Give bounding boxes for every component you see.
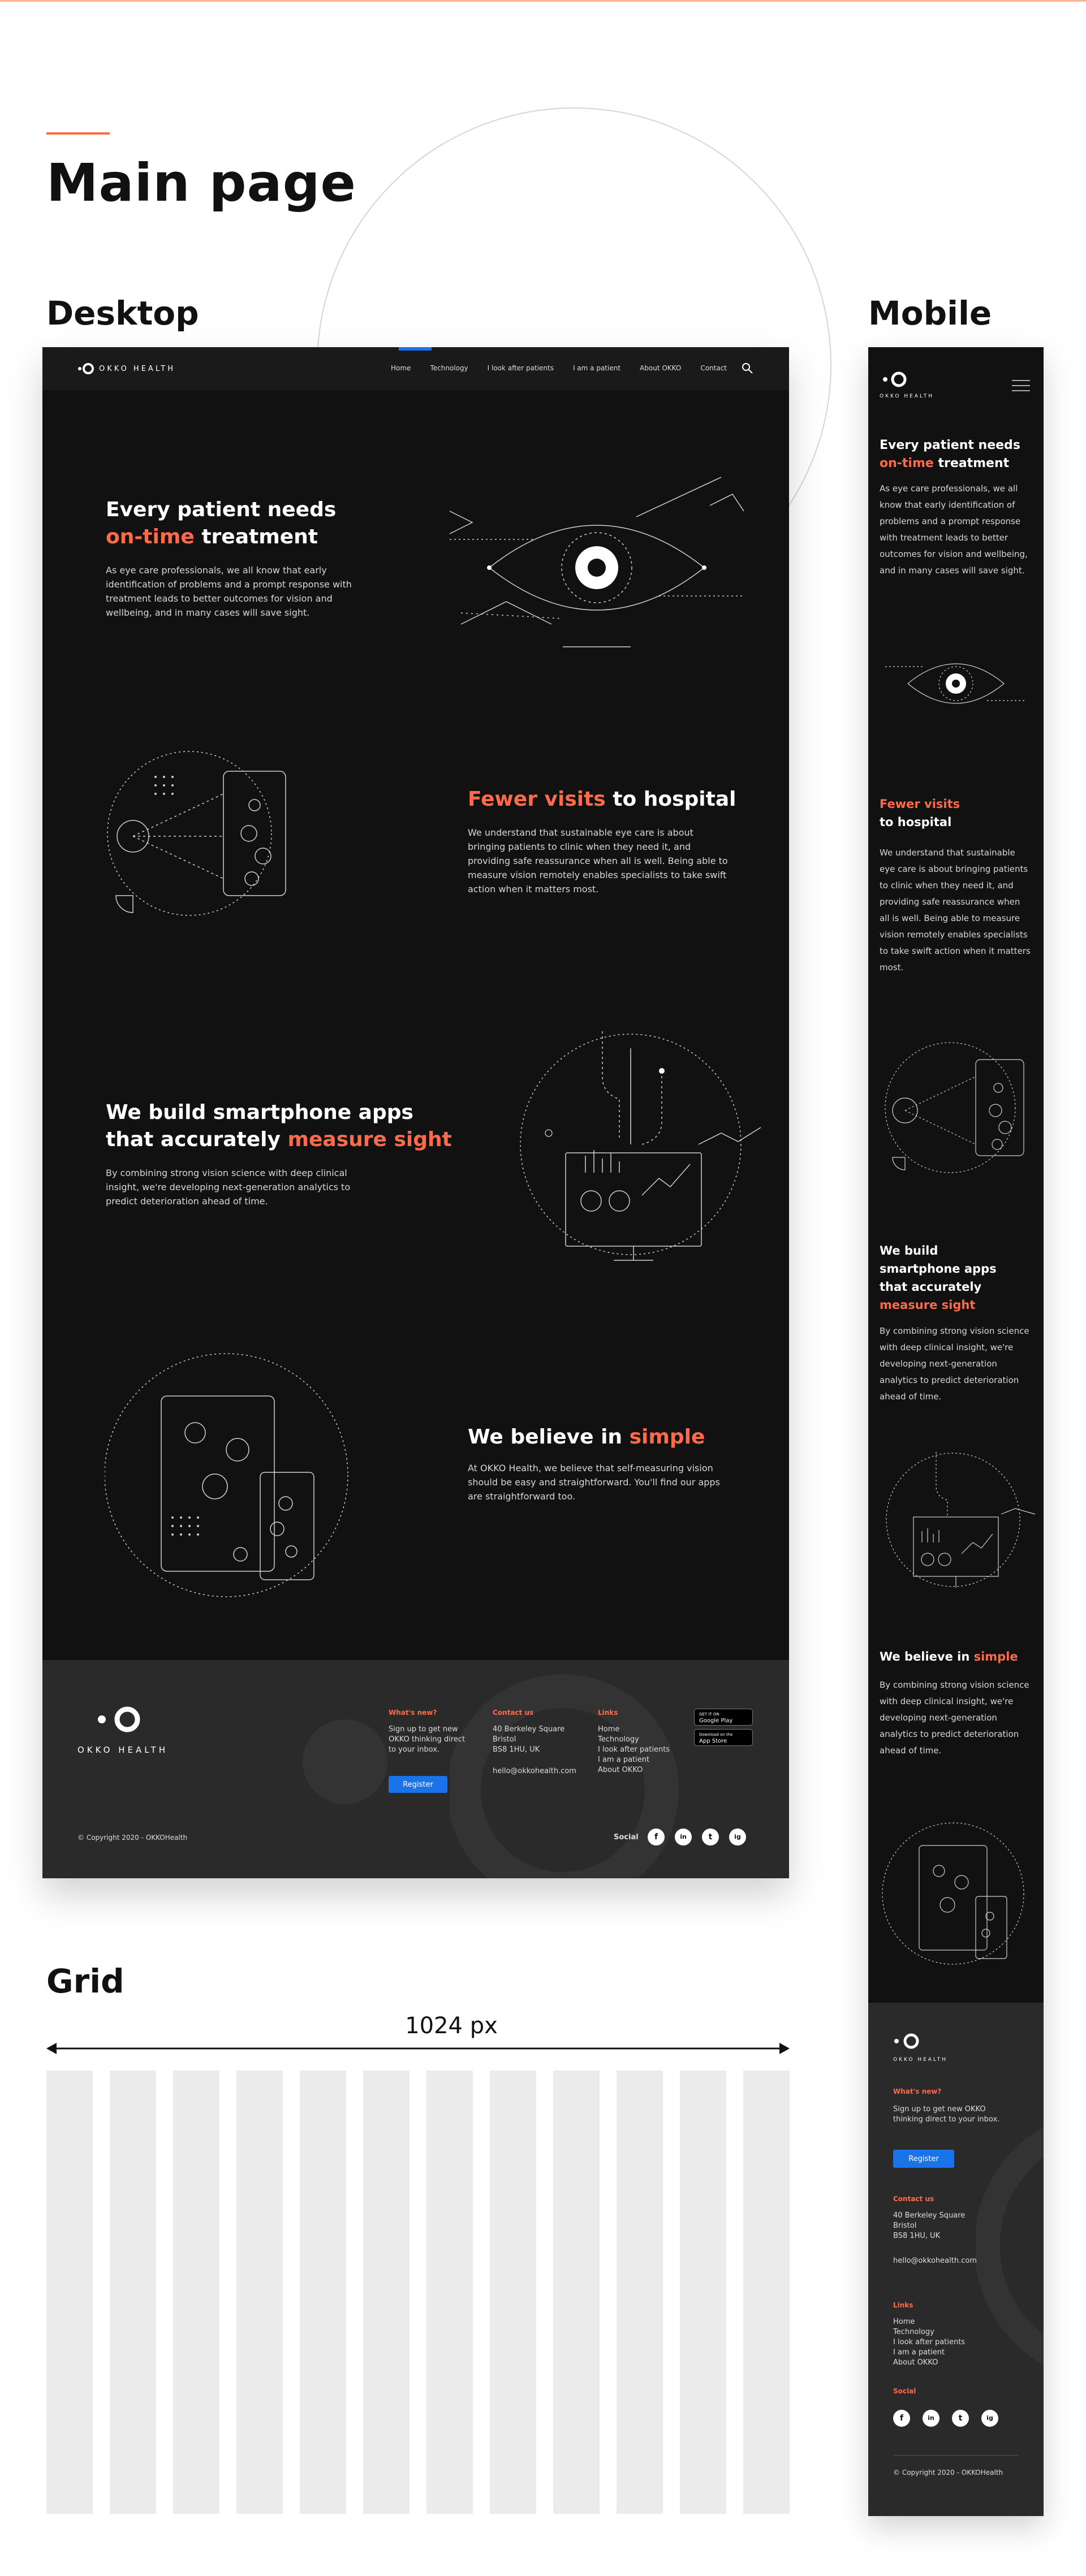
- m-footer-links: [893, 2317, 965, 2368]
- m-visits-accent: Fewer visits: [880, 797, 960, 811]
- google-play-small: GET IT ON: [699, 1712, 719, 1717]
- m-copyright: © Copyright 2020 - OKKOHealth: [893, 2469, 1003, 2476]
- m-hero-title: [880, 436, 1020, 473]
- mobile-mockup: [868, 347, 1044, 2516]
- apps-title-accent: measure sight: [287, 1128, 452, 1151]
- simple-title: [468, 1424, 705, 1451]
- brand-name: OKKO HEALTH: [99, 364, 175, 373]
- m-apps-line2: smartphone apps: [880, 1262, 997, 1276]
- footer-news-title: What's new?: [389, 1709, 437, 1717]
- m-footer-news-text: Sign up to get new OKKO thinking direct to your inbox.: [893, 2105, 1000, 2124]
- app-store-small: Download on the: [699, 1732, 733, 1737]
- google-play-badge[interactable]: [694, 1709, 753, 1726]
- m-devices-illustration: [880, 1817, 1032, 1970]
- footer-link-look-after[interactable]: I look after patients: [598, 1745, 670, 1754]
- m-hero-line1: Every patient needs: [880, 438, 1020, 452]
- footer-link-patient[interactable]: I am a patient: [598, 1756, 650, 1764]
- grid-column: [46, 2071, 93, 2514]
- grid-column: [236, 2071, 283, 2514]
- m-footer-address: [893, 2211, 965, 2241]
- grid-column: [490, 2071, 536, 2514]
- m-footer-divider: [893, 2455, 1019, 2456]
- m-address-line2: Bristol: [893, 2221, 917, 2230]
- mobile-logo-icon[interactable]: [881, 370, 911, 389]
- m-footer-link-home[interactable]: Home: [893, 2318, 915, 2326]
- m-simple-title: [880, 1648, 1018, 1666]
- m-apps-accent: measure sight: [880, 1298, 976, 1312]
- m-analytics-illustration: [880, 1452, 1038, 1593]
- google-play-text: Google Play: [699, 1718, 733, 1724]
- footer-decor-dot: [303, 1719, 387, 1804]
- nav-technology[interactable]: Technology: [430, 364, 468, 372]
- m-visits-rest: to hospital: [880, 815, 952, 829]
- phone-eye-illustration: [99, 743, 314, 935]
- grid-width-label: 1024 px: [405, 2013, 498, 2039]
- hero-title-accent: on-time: [106, 525, 195, 548]
- nav-about[interactable]: About OKKO: [640, 364, 682, 372]
- nav-active-indicator: [399, 347, 432, 351]
- footer-brand: OKKO HEALTH: [77, 1745, 168, 1755]
- m-simple-body: By combining strong vision science with deep clinical insight, we're developing next-generation analytics to predict deterioration ahead of time.: [880, 1680, 1029, 1756]
- grid-column: [173, 2071, 219, 2514]
- nav-i-am-patient[interactable]: I am a patient: [572, 364, 621, 372]
- nav-look-after-patients[interactable]: I look after patients: [487, 364, 554, 372]
- linkedin-icon[interactable]: in: [675, 1829, 692, 1845]
- hero-title-rest: treatment: [194, 525, 318, 548]
- address-line1: 40 Berkeley Square: [493, 1725, 565, 1734]
- mobile-brand: OKKO HEALTH: [880, 394, 934, 399]
- m-footer-link-about[interactable]: About OKKO: [893, 2358, 938, 2367]
- grid-column: [110, 2071, 156, 2514]
- app-store-text: App Store: [699, 1738, 727, 1744]
- register-button[interactable]: Register: [389, 1776, 447, 1793]
- analytics-illustration: [518, 1031, 766, 1269]
- m-register-button[interactable]: Register: [893, 2150, 954, 2168]
- nav-home[interactable]: Home: [391, 364, 411, 372]
- simple-title-rest: We believe in: [468, 1425, 630, 1449]
- brand-logo[interactable]: [77, 363, 175, 374]
- footer-links: [598, 1724, 670, 1775]
- hero-title-line2: [106, 524, 336, 551]
- grid-column: [680, 2071, 726, 2514]
- visits-title-accent: Fewer visits: [468, 788, 606, 811]
- footer-link-home[interactable]: Home: [598, 1725, 620, 1734]
- footer-email[interactable]: hello@okkohealth.com: [493, 1767, 576, 1775]
- okko-logo-icon: [77, 363, 94, 374]
- page-title: Main page: [46, 153, 356, 213]
- hamburger-menu-icon[interactable]: [1011, 378, 1031, 393]
- apps-title: [106, 1099, 452, 1153]
- grid-width-arrow: [46, 2040, 790, 2057]
- footer-address: [493, 1724, 564, 1755]
- m-footer-link-patient[interactable]: I am a patient: [893, 2348, 945, 2357]
- m-simple-rest: We believe in: [880, 1650, 974, 1663]
- footer-social-title: Social: [614, 1833, 639, 1842]
- m-hero-accent: on-time: [880, 456, 934, 470]
- footer-links-title: Links: [598, 1709, 618, 1717]
- nav-contact[interactable]: Contact: [700, 364, 727, 372]
- m-apps-line1: We build: [880, 1244, 938, 1257]
- address-line3: BS8 1HU, UK: [493, 1745, 540, 1754]
- m-hero-line2: [880, 455, 1020, 473]
- grid-label: Grid: [46, 1962, 124, 2000]
- hero-title-line1: Every patient needs: [106, 498, 337, 521]
- grid-column: [553, 2071, 600, 2514]
- visits-body: We understand that sustainable eye care is about bringing patients to clinic when they need it, and providing safe reassurance when all is well. Being able to measure vision remotely enables specialists to take swift action when it matters most.: [468, 827, 728, 894]
- m-footer-link-technology[interactable]: Technology: [893, 2328, 934, 2336]
- apps-title-line2: [106, 1126, 452, 1153]
- twitter-icon[interactable]: t: [702, 1829, 719, 1845]
- hero-title: [106, 496, 336, 551]
- app-store-badge[interactable]: [694, 1729, 753, 1746]
- simple-title-accent: simple: [629, 1425, 705, 1449]
- devices-illustration: [105, 1348, 359, 1602]
- m-footer-email[interactable]: hello@okkohealth.com: [893, 2257, 977, 2265]
- m-footer-social-title: Social: [893, 2387, 916, 2395]
- footer-link-about[interactable]: About OKKO: [598, 1766, 643, 1774]
- m-hero-rest: treatment: [933, 456, 1010, 470]
- nav-menu: [391, 364, 727, 372]
- top-accent-line: [0, 0, 1086, 2]
- grid-column: [300, 2071, 346, 2514]
- address-line2: Bristol: [493, 1735, 516, 1744]
- m-address-line3: BS8 1HU, UK: [893, 2232, 941, 2240]
- footer-contact-title: Contact us: [493, 1709, 534, 1717]
- apps-title-rest: that accurately: [106, 1128, 288, 1151]
- title-accent-line: [46, 132, 110, 135]
- m-hero-body: As eye care professionals, we all know that early identification of problems and a prompt response with treatment leads to better outcomes for vision and wellbeing, and in many cases will save sight.: [880, 483, 1028, 576]
- visits-title-rest: to hospital: [605, 788, 736, 811]
- m-footer-links-title: Links: [893, 2301, 913, 2309]
- facebook-icon[interactable]: f: [648, 1829, 665, 1845]
- m-apps-body: By combining strong vision science with deep clinical insight, we're developing next-generation analytics to predict deterioration ahead of time.: [880, 1326, 1029, 1402]
- m-eye-illustration: [880, 638, 1032, 729]
- hero-body: As eye care professionals, we all know that early identification of problems and a prompt response with treatment leads to better outcomes for vision and wellbeing, and in many cases will save sight.: [106, 565, 352, 618]
- desktop-mockup: [42, 347, 789, 1878]
- apps-body: By combining strong vision science with deep clinical insight, we're developing next-generation analytics to predict deterioration ahead of time.: [106, 1168, 351, 1207]
- mobile-label: Mobile: [868, 294, 992, 332]
- m-footer-contact-title: Contact us: [893, 2195, 934, 2203]
- m-address-line1: 40 Berkeley Square: [893, 2211, 966, 2220]
- m-linkedin-icon[interactable]: in: [923, 2410, 940, 2427]
- desktop-label: Desktop: [46, 294, 199, 332]
- copyright: © Copyright 2020 - OKKOHealth: [77, 1834, 188, 1842]
- apps-title-line1: We build smartphone apps: [106, 1101, 413, 1124]
- footer-link-technology[interactable]: Technology: [598, 1735, 639, 1744]
- visits-title: [468, 786, 736, 813]
- desktop-navbar: [42, 347, 789, 390]
- desktop-footer: [42, 1660, 789, 1878]
- grid-column: [743, 2071, 790, 2514]
- footer-news-text: Sign up to get new OKKO thinking direct to your inbox.: [389, 1725, 466, 1754]
- eye-illustration: [438, 472, 755, 664]
- search-icon[interactable]: [740, 361, 754, 375]
- m-footer-brand: OKKO HEALTH: [893, 2057, 947, 2063]
- m-footer-link-look-after[interactable]: I look after patients: [893, 2338, 966, 2346]
- m-footer-news-title: What's new?: [893, 2087, 942, 2095]
- m-instagram-icon[interactable]: ig: [981, 2410, 998, 2427]
- instagram-icon[interactable]: ig: [729, 1829, 746, 1845]
- m-phone-eye-illustration: [880, 1037, 1032, 1184]
- m-simple-accent: simple: [973, 1650, 1018, 1663]
- grid-column: [363, 2071, 410, 2514]
- m-visits-body: We understand that sustainable eye care is about bringing patients to clinic when they need it, and providing safe reassurance when all is well. Being able to measure vision remotely enables specialists to take swift action when it matters most.: [880, 848, 1031, 973]
- footer-logo-icon: [96, 1705, 147, 1734]
- grid-column: [426, 2071, 473, 2514]
- m-footer-logo-icon: [892, 2030, 926, 2052]
- m-facebook-icon[interactable]: f: [893, 2410, 910, 2427]
- simple-body: At OKKO Health, we believe that self-measuring vision should be easy and straightforward. You'll find our apps are straightforward too.: [468, 1463, 720, 1502]
- grid-column: [617, 2071, 663, 2514]
- mobile-footer: [868, 2003, 1044, 2516]
- m-footer-decor-ring: [976, 2076, 1044, 2415]
- m-apps-title: [880, 1242, 997, 1314]
- m-twitter-icon[interactable]: t: [952, 2410, 969, 2427]
- m-apps-line3: that accurately: [880, 1280, 982, 1294]
- m-visits-title: [880, 795, 960, 831]
